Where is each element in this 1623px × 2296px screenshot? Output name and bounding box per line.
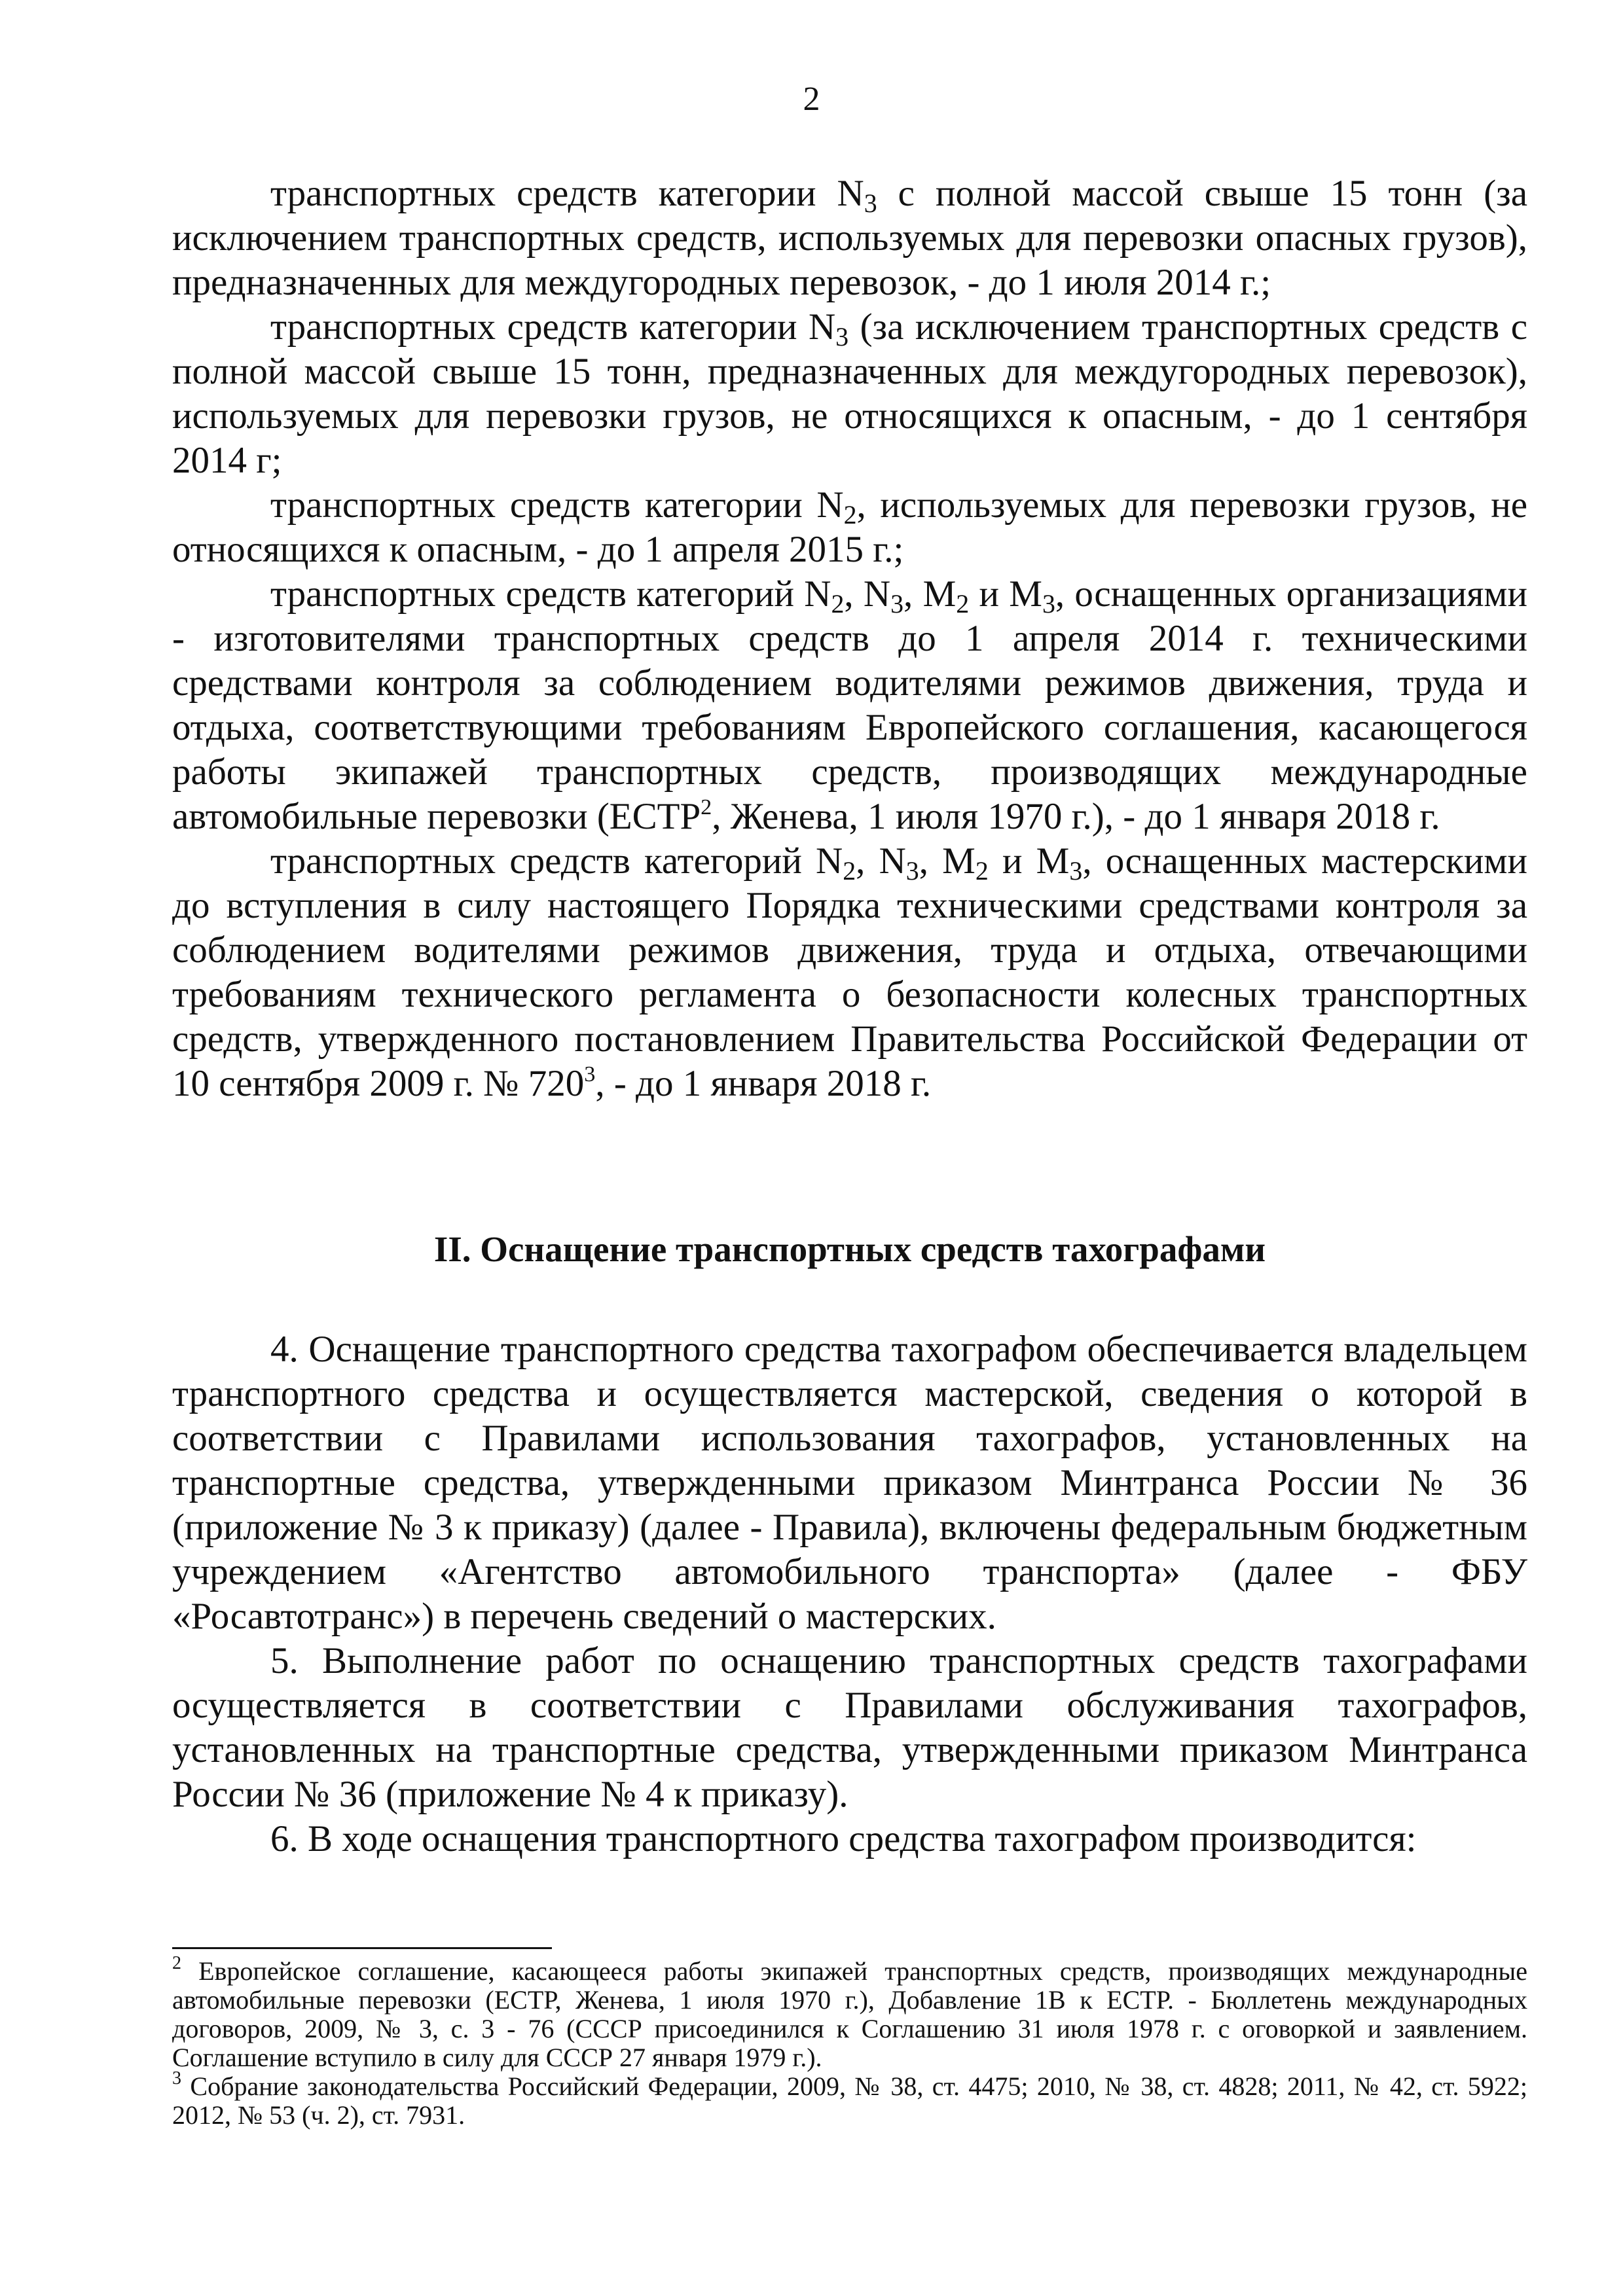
- page-number: 2: [803, 81, 820, 118]
- paragraph-manufacturer-equipped: транспортных средств категорий $N_2$, $N_3$, $M_2$ и $M_3$, оснащенных организациями - изготовителями транспортных средств до 1 апреля 2014 г. техническими средствами контроля за соблюдением водителями режимов движения, труда и отдыха, соответствующими требованиям Европейского соглашения, касающегося работы экипажей транспортных средств, производящих международные автомобильные перевозки (ЕСТР$^2$, Женева, 1 июля 1970 г.), - до 1 января 2018 г.: [172, 573, 1527, 837]
- paragraph-category-n3-over15t: транспортных средств категории $N_3$ с полной массой свыше 15 тонн (за исключением транспортных средств, используемых для перевозки опасных грузов), предназначенных для междугородных перевозок, - до 1 июля 2014 г.;: [172, 173, 1527, 303]
- footnote-ref-2: 2: [701, 795, 712, 819]
- item-5: 5. Выполнение работ по оснащению транспортных средств тахографами осуществляется в соответствии с Правилами обслуживания тахографов, установленных на транспортные средства, утвержденными приказом Минтранса России № 36 (приложение № 4 к приказу).: [172, 1640, 1527, 1815]
- section-heading: II. Оснащение транспортных средств тахографами: [433, 1229, 1266, 1269]
- footnotes: [172, 1953, 1527, 2130]
- document-body: [172, 171, 1527, 1861]
- paragraph-workshop-equipped: транспортных средств категорий $N_2$, $N_3$, $M_2$ и $M_3$, оснащенных мастерскими до вступления в силу настоящего Порядка техническими средствами контроля за соблюдением водителями режимов движения, труда и отдыха, отвечающими требованиям технического регламента о безопасности колесных транспортных средств, утвержденного постановлением Правительства Российской Федерации от 10 сентября 2009 г. № $720^3$, - до 1 января 2018 г.: [172, 840, 1528, 1104]
- paragraph-category-n3: транспортных средств категории $N_3$ (за исключением транспортных средств с полной массой свыше 15 тонн, предназначенных для междугородных перевозок), используемых для перевозки грузов, не относящихся к опасным, - до 1 сентября 2014 г;: [172, 306, 1527, 481]
- footnote-3: $^3$ Собрание законодательства Российский Федерации, 2009, № 38, ст. 4475; 2010, № 38, ст. 4828; 2011, № 42, ст. 5922; 2012, № 53 (ч. 2), ст. 7931.: [172, 2068, 1527, 2130]
- item-4: 4. Оснащение транспортного средства тахографом обеспечивается владельцем транспортного средства и осуществляется мастерской, сведения о которой в соответствии с Правилами использования тахографов, установленных на транспортные средства, утвержденными приказом Минтранса России № 36 (приложение № 3 к приказу) (далее - Правила), включены федеральным бюджетным учреждением «Агентство автомобильного транспорта» (далее - ФБУ «Росавтотранс») в перечень сведений о мастерских.: [172, 1329, 1527, 1637]
- item-6: 6. В ходе оснащения транспортного средства тахографом производится:: [270, 1818, 1417, 1859]
- footnote-2: $^2$ Европейское соглашение, касающееся работы экипажей транспортных средств, производящих международные автомобильные перевозки (ЕСТР, Женева, 1 июля 1970 г.), Добавление 1В к ЕСТР. - Бюллетень международных договоров, 2009, № 3, с. 3 - 76 (СССР присоединился к Соглашению 31 июля 1978 г. с оговоркой и заявлением. Соглашение вступило в силу для СССР 27 января 1979 г.).: [172, 1953, 1527, 2072]
- footnote-divider: [172, 1947, 552, 1949]
- paragraph-category-n2: транспортных средств категории $N_2$, используемых для перевозки грузов, не относящихся к опасным, - до 1 апреля 2015 г.;: [172, 484, 1528, 570]
- footnote-ref-3: 3: [584, 1062, 596, 1086]
